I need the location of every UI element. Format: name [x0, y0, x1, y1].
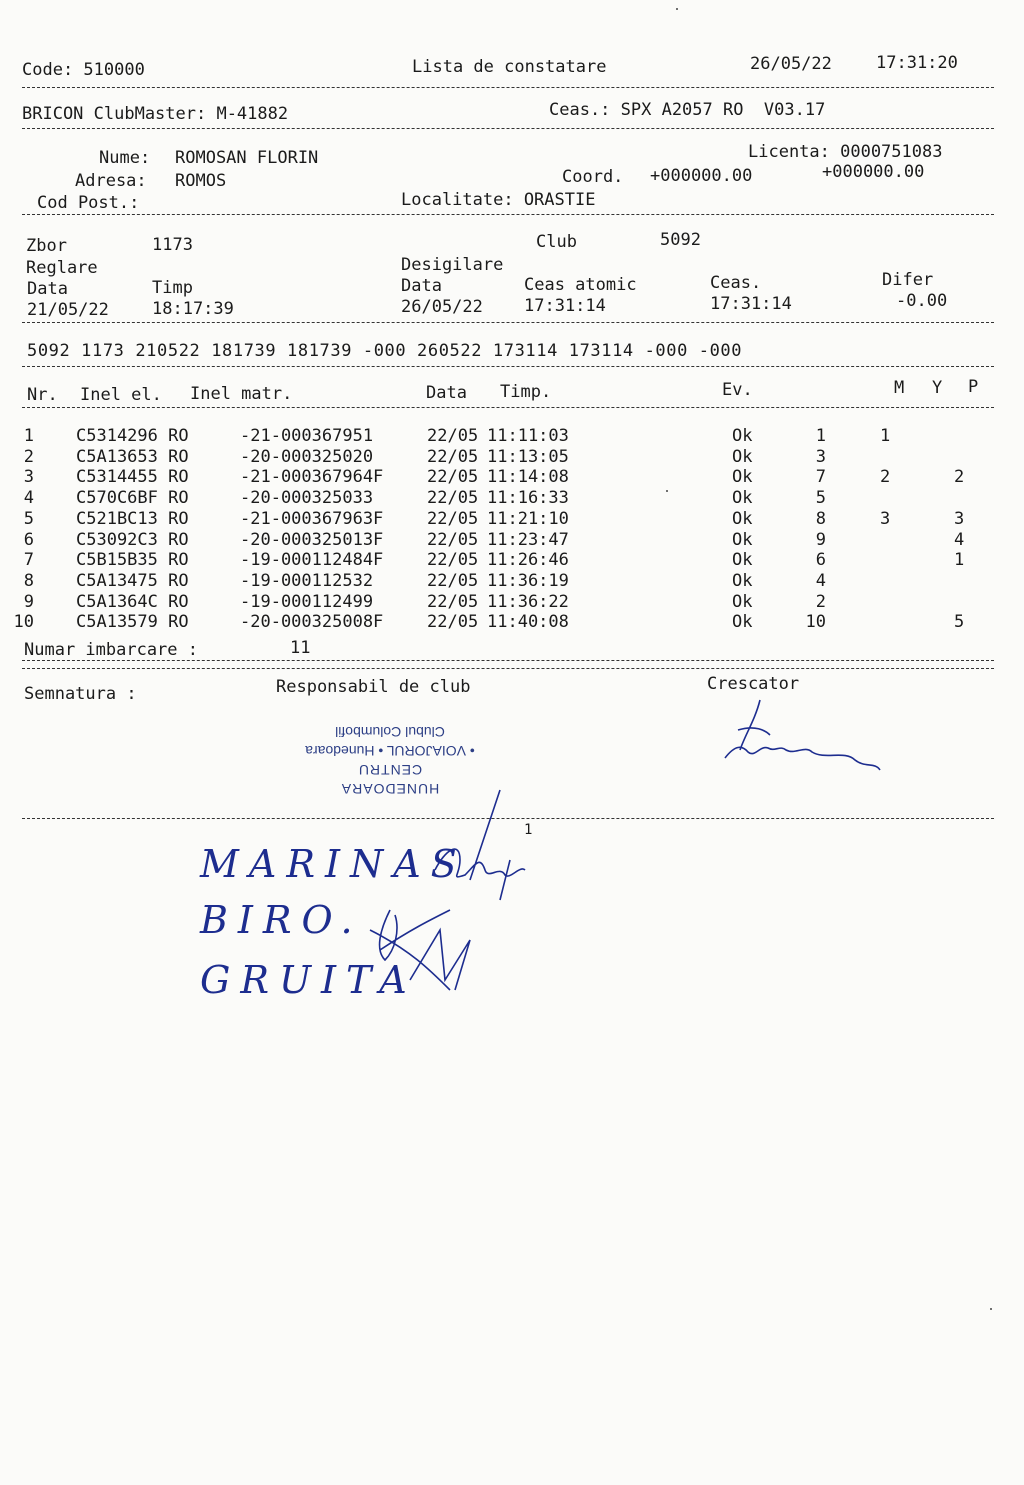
table-row — [0, 509, 1000, 530]
cell-ev: Ok — [732, 446, 753, 467]
postal-code-label: Cod Post.: — [37, 193, 140, 213]
coord-y: +000000.00 — [822, 162, 925, 182]
handwritten-name-3: GRUITA — [200, 958, 417, 1002]
cell-p: 5 — [954, 612, 965, 633]
cell-data: 22/05 — [427, 488, 479, 509]
cell-nr: 3 — [23, 467, 34, 488]
col-event: Ev. — [722, 380, 753, 400]
stamp-line: CENTRU — [357, 762, 423, 778]
cell-matr: -21-000367963F — [240, 508, 384, 529]
cell-rank: 5 — [815, 488, 826, 509]
cell-rank: 9 — [815, 529, 826, 550]
boarding-count-label: Numar imbarcare : — [24, 640, 198, 660]
page-number: 1 — [524, 822, 533, 838]
col-electronic-ring: Inel el. — [80, 385, 162, 405]
cell-ev: Ok — [732, 529, 753, 550]
boarding-count: 11 — [290, 638, 311, 658]
cell-rank: 3 — [815, 446, 826, 467]
cell-data: 22/05 — [427, 446, 479, 467]
locality: Localitate: ORASTIE — [401, 190, 596, 210]
cell-data: 22/05 — [427, 591, 479, 612]
club-number: 5092 — [660, 230, 701, 250]
col-y: Y — [932, 378, 943, 398]
divider — [22, 87, 994, 88]
cell-matr: -21-000367964F — [240, 467, 384, 488]
clock-id: Ceas.: SPX A2057 RO V03.17 — [549, 100, 826, 120]
cell-inel: C5314296 RO — [76, 426, 189, 446]
speck — [666, 490, 668, 492]
cell-ev: Ok — [732, 591, 753, 612]
cell-matr: -20-000325033 — [240, 488, 374, 509]
coord-x: +000000.00 — [650, 166, 753, 186]
divider — [22, 322, 994, 323]
atomic-clock-label: Ceas atomic — [524, 275, 637, 295]
cell-nr: 4 — [23, 488, 34, 509]
cell-nr: 8 — [23, 570, 34, 591]
cell-ev: Ok — [732, 550, 753, 571]
cell-rank: 7 — [815, 467, 826, 488]
cell-inel: C5A13579 RO — [76, 612, 189, 633]
col-time: Timp. — [500, 382, 552, 402]
cell-inel: C570C6BF RO — [76, 488, 189, 509]
breeder-signature — [700, 690, 900, 790]
document-title: Lista de constatare — [412, 57, 607, 77]
col-ring-number: Inel matr. — [190, 384, 293, 404]
cell-data: 22/05 — [427, 550, 479, 571]
speck — [676, 8, 678, 10]
cell-timp: 11:21:10 — [487, 508, 569, 529]
stamp-line: Clubul Columbofil — [335, 724, 445, 740]
flight-label: Zbor — [26, 236, 67, 256]
setting-time: 18:17:39 — [152, 299, 234, 319]
code-label: Code: 510000 — [22, 60, 145, 80]
table-row — [0, 426, 1000, 447]
cell-matr: -20-000325013F — [240, 529, 384, 550]
cell-timp: 11:14:08 — [487, 467, 569, 488]
table-row — [0, 447, 1000, 468]
name-label: Nume: — [99, 148, 151, 168]
cell-timp: 11:11:03 — [487, 426, 569, 446]
setting-time-label: Timp — [152, 278, 193, 298]
setting-date: 21/05/22 — [27, 300, 109, 320]
table-row — [0, 592, 1000, 613]
cell-inel: C5A1364C RO — [76, 591, 189, 612]
breeder-label: Crescator — [707, 674, 800, 694]
col-nr: Nr. — [27, 385, 58, 405]
committee-signatures — [350, 780, 570, 1010]
stamp-line: • VOIAJORUL • Hunedoara — [305, 743, 475, 759]
difference-value: -0.00 — [896, 291, 948, 311]
unsealing-label: Desigilare — [401, 255, 504, 275]
stamp-line: HUNEDOARA — [340, 781, 440, 797]
divider — [22, 668, 994, 669]
cell-ev: Ok — [732, 612, 753, 633]
signature-label: Semnatura : — [24, 684, 137, 704]
cell-inel: C53092C3 RO — [76, 529, 189, 550]
flight-code-line: 5092 1173 210522 181739 181739 -000 260522 173114 173114 -000 -000 — [27, 341, 743, 361]
speck — [990, 1308, 992, 1310]
coord-label: Coord. — [562, 167, 624, 187]
cell-inel: C5A13653 RO — [76, 446, 189, 467]
atomic-clock-time: 17:31:14 — [524, 296, 606, 316]
col-p: P — [968, 377, 979, 397]
cell-timp: 11:23:47 — [487, 529, 569, 550]
table-row — [0, 612, 1000, 633]
cell-ev: Ok — [732, 467, 753, 488]
setting-date-label: Data — [27, 279, 68, 299]
cell-p: 3 — [954, 508, 965, 529]
table-row — [0, 467, 1000, 488]
cell-matr: -19-000112484F — [240, 550, 384, 571]
clubmaster-id: BRICON ClubMaster: M-41882 — [22, 104, 289, 124]
owner-name: ROMOSAN FLORIN — [175, 148, 319, 168]
cell-m: 2 — [880, 467, 891, 488]
table-row — [0, 530, 1000, 551]
cell-matr: -19-000112532 — [240, 570, 374, 591]
cell-inel: C5314455 RO — [76, 467, 189, 488]
cell-nr: 10 — [13, 612, 34, 633]
cell-timp: 11:13:05 — [487, 446, 569, 467]
cell-rank: 2 — [815, 591, 826, 612]
handwritten-name-1: MARINAS — [200, 842, 467, 886]
cell-rank: 10 — [805, 612, 826, 633]
setting-label: Reglare — [26, 258, 98, 278]
cell-matr: -21-000367951 — [240, 426, 374, 446]
clock-label: Ceas. — [710, 273, 762, 293]
table-row — [0, 571, 1000, 592]
cell-rank: 6 — [815, 550, 826, 571]
cell-data: 22/05 — [427, 467, 479, 488]
divider — [22, 366, 994, 367]
cell-matr: -20-000325008F — [240, 612, 384, 633]
cell-ev: Ok — [732, 508, 753, 529]
club-label: Club — [536, 232, 577, 252]
cell-ev: Ok — [732, 570, 753, 591]
print-date: 26/05/22 — [750, 54, 832, 74]
cell-p: 2 — [954, 467, 965, 488]
clock-time: 17:31:14 — [710, 294, 792, 314]
difference-label: Difer — [882, 270, 934, 290]
cell-timp: 11:36:19 — [487, 570, 569, 591]
unsealing-date: 26/05/22 — [401, 297, 483, 317]
cell-nr: 2 — [23, 446, 34, 467]
divider — [22, 128, 994, 129]
divider — [22, 660, 994, 661]
cell-p: 4 — [954, 529, 965, 550]
cell-rank: 1 — [815, 426, 826, 446]
cell-nr: 5 — [23, 508, 34, 529]
print-time: 17:31:20 — [876, 53, 958, 73]
cell-matr: -19-000112499 — [240, 591, 374, 612]
flight-number: 1173 — [152, 235, 193, 255]
club-manager-label: Responsabil de club — [276, 677, 471, 697]
cell-matr: -20-000325020 — [240, 446, 374, 467]
cell-timp: 11:40:08 — [487, 612, 569, 633]
cell-p: 1 — [954, 550, 965, 571]
cell-m: 3 — [880, 508, 891, 529]
cell-ev: Ok — [732, 488, 753, 509]
cell-rank: 4 — [815, 570, 826, 591]
cell-rank: 8 — [815, 508, 826, 529]
license-number: Licenta: 0000751083 — [748, 142, 943, 162]
divider — [22, 407, 994, 408]
cell-nr: 6 — [23, 529, 34, 550]
table-row — [0, 488, 1000, 509]
cell-data: 22/05 — [427, 570, 479, 591]
col-m: M — [894, 378, 905, 398]
cell-data: 22/05 — [427, 508, 479, 529]
cell-data: 22/05 — [427, 426, 479, 446]
col-date: Data — [426, 383, 467, 403]
table-row — [0, 550, 1000, 571]
cell-timp: 11:16:33 — [487, 488, 569, 509]
cell-inel: C521BC13 RO — [76, 508, 189, 529]
cell-m: 1 — [880, 426, 891, 446]
cell-inel: C5A13475 RO — [76, 570, 189, 591]
cell-nr: 1 — [23, 426, 34, 446]
cell-timp: 11:36:22 — [487, 591, 569, 612]
cell-data: 22/05 — [427, 529, 479, 550]
divider — [22, 214, 994, 215]
handwritten-name-2: BIRO. — [200, 898, 363, 942]
cell-inel: C5B15B35 RO — [76, 550, 189, 571]
cell-nr: 9 — [23, 591, 34, 612]
unsealing-date-label: Data — [401, 276, 442, 296]
cell-nr: 7 — [23, 550, 34, 571]
cell-data: 22/05 — [427, 612, 479, 633]
owner-address: ROMOS — [175, 171, 227, 191]
cell-ev: Ok — [732, 426, 753, 446]
cell-timp: 11:26:46 — [487, 550, 569, 571]
address-label: Adresa: — [75, 171, 147, 191]
